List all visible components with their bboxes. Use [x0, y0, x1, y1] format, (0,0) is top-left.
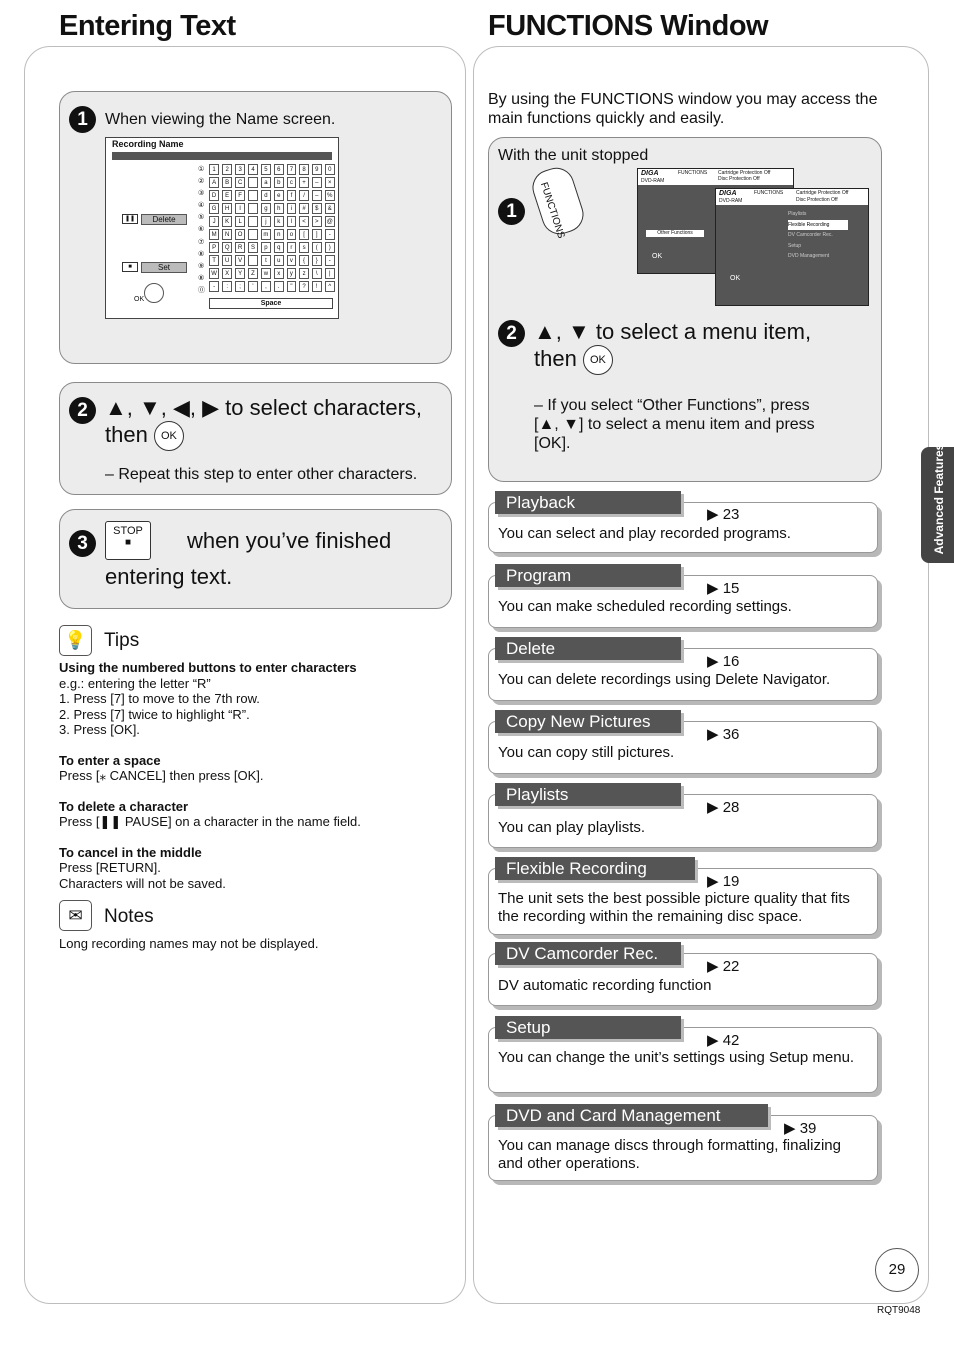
left-step-3: [59, 509, 452, 609]
functions-step-2-text: ▲, ▼ to select a menu item,: [534, 319, 812, 344]
tips-line: 3. Press [OK].: [59, 722, 140, 737]
set-key: Set: [141, 262, 187, 273]
page-ref: ▶ 19: [707, 873, 740, 890]
function-card-dvd-card-management: [488, 1106, 878, 1181]
functions-screen-2: [715, 188, 869, 306]
tips-delete-heading: To delete a character: [59, 798, 189, 814]
screen-cart-label: Disc Protection Off: [718, 176, 760, 182]
function-card-setup: [488, 1018, 878, 1093]
card-desc: You can delete recordings using Delete Navigator.: [498, 671, 831, 688]
step-3-line1: when you’ve finished: [187, 528, 392, 553]
page-ref: ▶ 28: [707, 799, 740, 816]
page-ref: ▶ 42: [707, 1032, 740, 1049]
sub-item: DVD Management: [788, 253, 830, 259]
page-ref: ▶ 23: [707, 506, 740, 523]
functions-step-2-then: [534, 345, 613, 375]
screen-cart-label: Cartridge Protection Off: [718, 170, 771, 176]
notes-heading: Notes: [104, 906, 154, 927]
function-card-copy-new-pictures: [488, 712, 878, 774]
tips-space-text: Press [⁎ CANCEL] then press [OK].: [59, 768, 264, 783]
tips-body: [59, 660, 449, 891]
step-number: 1: [498, 198, 525, 225]
function-card-flexible-recording: [488, 859, 878, 935]
unit-stopped-text: With the unit stopped: [498, 147, 649, 164]
page-ref: ▶ 36: [707, 726, 740, 743]
step-3-line2: entering text.: [105, 564, 233, 589]
sub-item-selected: Flexible Recording: [788, 220, 848, 231]
function-card-delete: [488, 639, 878, 701]
ok-button-icon: OK: [583, 345, 613, 375]
card-desc: You can change the unit’s settings using Setup menu.: [498, 1049, 855, 1066]
brand-logo: DIGA: [641, 170, 659, 177]
tips-space-heading: To enter a space: [59, 752, 161, 768]
side-tab: [921, 443, 954, 563]
step-2-note: – Repeat this step to enter other characters.: [105, 466, 418, 483]
step-number: 2: [498, 320, 525, 347]
screen-header: [716, 189, 868, 205]
side-tab-label: Advanced Features: [932, 443, 946, 555]
sub-item: Playlists: [788, 211, 807, 217]
pause-icon: ❚❚: [122, 214, 138, 224]
name-field: [112, 152, 332, 160]
character-grid: 1 2 3 4 5 6 7 8 9 0 A B C a b c + – × D E F d e f / – % G H I g h i # $ & J K L j k l < > @ M N O m n o [ ] - P Q R S p q r s ( ) T U V t u v { } - W X Y Z w x y z \ | - : ; ' , . " ? ! ^: [206, 162, 338, 294]
tips-line: Press [RETURN].: [59, 860, 161, 875]
page-number: 29: [875, 1248, 919, 1292]
page-ref: ▶ 16: [707, 653, 740, 670]
stop-icon: ■: [122, 262, 138, 272]
row-numbers: ① ② ③ ④ ⑤ ⑥ ⑦ ⑧ ⑨ ⑧ ⓪: [198, 166, 205, 294]
card-desc: You can play playlists.: [498, 819, 646, 836]
stop-button-icon: [105, 521, 151, 560]
ok-label: OK: [134, 296, 145, 303]
functions-intro: By using the FUNCTIONS window you may access the main functions quickly and easily.: [488, 91, 878, 127]
brand-logo: DIGA: [719, 190, 737, 197]
tips-line: Characters will not be saved.: [59, 875, 226, 891]
then-label: then: [105, 422, 148, 447]
screen-cart-label: Cartridge Protection Off: [796, 190, 849, 196]
name-screen: [105, 137, 339, 319]
card-desc: DV automatic recording function: [498, 977, 712, 994]
then-label: then: [534, 346, 577, 371]
screen-ok: OK: [730, 275, 741, 282]
left-step-2: [59, 382, 452, 495]
page-ref: ▶ 22: [707, 958, 740, 975]
delete-key: Delete: [141, 214, 187, 225]
screen-media-label: DVD-RAM: [719, 198, 743, 204]
stop-label: STOP: [113, 525, 143, 537]
screen-media-label: DVD-RAM: [641, 178, 665, 184]
functions-step-2-note: – If you select “Other Functions”, press [▲, ▼] to select a menu item and press [OK].: [534, 397, 815, 452]
screen-ok: OK: [652, 253, 663, 260]
sub-item: Setup: [788, 242, 802, 249]
sub-item: DV Camcorder Rec.: [788, 232, 833, 238]
space-key: Space: [209, 298, 333, 309]
functions-button-icon: [528, 163, 588, 239]
stop-symbol: ■: [124, 537, 132, 548]
notes-text: Long recording names may not be displayed.: [59, 936, 319, 951]
card-label: Flexible Recording: [495, 857, 695, 880]
step-number: 2: [69, 397, 96, 424]
screen-header: [638, 169, 793, 185]
ok-button-icon: OK: [154, 421, 184, 451]
page-ref: ▶ 39: [784, 1120, 817, 1137]
card-desc: You can select and play recorded programs.: [498, 525, 791, 542]
tips-line: e.g.: entering the letter “R”: [59, 675, 211, 691]
tips-line: 2. Press [7] twice to highlight “R”.: [59, 706, 250, 722]
card-desc: You can make scheduled recording settings.: [498, 598, 792, 615]
notes-icon: ✉: [59, 900, 92, 931]
tips-line: 1. Press [7] to move to the 7th row.: [59, 691, 260, 706]
screen-functions-label: FUNCTIONS: [678, 170, 708, 176]
card-label: Copy New Pictures: [495, 710, 681, 733]
lightbulb-icon: 💡: [59, 625, 92, 656]
screen-other-functions: Other Functions: [646, 230, 704, 237]
tips-delete-text: Press [❚❚ PAUSE] on a character in the name field.: [59, 814, 361, 829]
right-title: FUNCTIONS Window: [488, 10, 769, 42]
card-label: DVD and Card Management: [495, 1104, 768, 1127]
step-1-text: When viewing the Name screen.: [105, 111, 336, 128]
screen-cart-label: Disc Protection Off: [796, 197, 838, 203]
functions-button-label: FUNCTIONS: [537, 181, 567, 240]
card-desc: You can copy still pictures.: [498, 744, 675, 761]
function-card-dv-camcorder-rec: [488, 944, 878, 1006]
card-desc: You can manage discs through formatting, finalizing and other operations.: [498, 1137, 841, 1172]
tips-cancel-heading: To cancel in the middle: [59, 844, 202, 860]
card-desc: The unit sets the best possible picture quality that fits the recording within the remaining disc space.: [498, 890, 850, 925]
screen-heading: Recording Name: [112, 139, 184, 149]
card-label: Playlists: [495, 783, 681, 806]
card-label: Delete: [495, 637, 681, 660]
doc-code: RQT9048: [877, 1305, 921, 1316]
function-card-playback: [488, 493, 878, 553]
screen-functions-label: FUNCTIONS: [754, 190, 784, 196]
tips-numbered-heading: Using the numbered buttons to enter characters: [59, 660, 357, 675]
ok-dial-icon: [144, 283, 164, 303]
step-number: 3: [69, 530, 96, 557]
left-step-1: [59, 91, 452, 364]
step-2-text: ▲, ▼, ◀, ▶ to select characters,: [105, 395, 423, 420]
screen-sub-items: [788, 209, 848, 262]
step-number: 1: [69, 106, 96, 133]
step-2-then: [105, 421, 184, 451]
tips-heading: Tips: [104, 630, 140, 651]
functions-steps: [488, 137, 882, 482]
card-label: Setup: [495, 1016, 681, 1039]
card-label: Playback: [495, 491, 681, 514]
left-title: Entering Text: [59, 10, 236, 42]
card-label: DV Camcorder Rec.: [495, 942, 681, 965]
page-ref: ▶ 15: [707, 580, 740, 597]
card-label: Program: [495, 564, 681, 587]
function-card-playlists: [488, 785, 878, 848]
function-card-program: [488, 566, 878, 628]
